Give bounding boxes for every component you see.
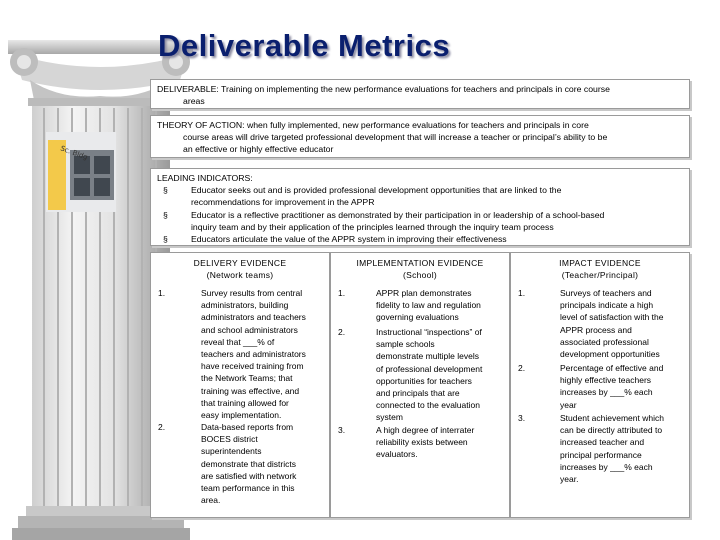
implementation-item-3 <box>376 424 474 461</box>
item-number: 1. <box>518 288 526 298</box>
indicator-line: Educator is a reflective practitioner as demonstrated by their participation in or leadership of a school-based <box>191 209 605 220</box>
item-number: 2. <box>158 422 166 432</box>
item-line: can be directly attributed to <box>560 425 663 436</box>
item-line: increased teacher and <box>560 437 645 448</box>
page-title: Deliverable Metrics <box>158 28 451 63</box>
delivery-evidence-column <box>150 252 330 518</box>
item-line: reliability exists between <box>376 437 468 448</box>
item-line: sample schools <box>376 339 435 350</box>
implementation-item-2 <box>376 326 482 424</box>
item-line: Percentage of effective and <box>560 363 664 373</box>
deliverable-box <box>150 79 690 109</box>
item-line: system <box>376 412 403 423</box>
item-line: Data-based reports from <box>201 422 294 432</box>
item-number: 1. <box>338 288 346 298</box>
bullet-icon: § <box>163 234 168 245</box>
theory-of-action-box <box>150 115 690 158</box>
item-line: administrators and teachers <box>201 312 306 323</box>
theory-line-2: course areas will drive targeted professional development that will increase a teacher or principal’s ability to be <box>183 132 608 143</box>
item-line: increases by ___% each <box>560 461 653 472</box>
item-line: demonstrate that districts <box>201 458 296 469</box>
indicator-line: Educators articulate the value of the APPR system in improving their effectiveness <box>191 234 507 245</box>
column-heading-title: IMPLEMENTATION EVIDENCE <box>356 258 484 268</box>
column-heading-subtitle: (Teacher/Principal) <box>561 270 639 281</box>
item-line: fidelity to law and regulation <box>376 300 481 311</box>
svg-text:Sc. Bldg: Sc. Bldg <box>59 144 89 162</box>
leading-indicators-box <box>150 168 690 246</box>
item-line: administrators, building <box>201 300 289 311</box>
column-heading-subtitle: (Network teams) <box>206 270 274 281</box>
item-line: Student achievement which <box>560 413 664 423</box>
leading-indicator-item <box>157 233 685 245</box>
implementation-evidence-heading <box>331 253 509 281</box>
item-line: connected to the evaluation <box>376 400 480 411</box>
leading-indicators-heading: LEADING INDICATORS: <box>157 173 253 183</box>
impact-item-3 <box>560 412 664 485</box>
indicator-line: recommendations for improvement in the APPR <box>191 197 375 208</box>
impact-item-2 <box>560 362 663 411</box>
item-line: Instructional “inspections” of <box>376 327 482 337</box>
item-line: APPR plan demonstrates <box>376 288 472 298</box>
bullet-icon: § <box>163 185 168 196</box>
column-heading-title: IMPACT EVIDENCE <box>559 258 641 268</box>
item-number: 1. <box>158 288 166 298</box>
item-line: are satisfied with network <box>201 470 297 481</box>
theory-line-1: THEORY OF ACTION: when fully implemented, new performance evaluations for teachers and principals in core <box>157 120 589 130</box>
item-line: year. <box>560 474 579 485</box>
deliverable-text: DELIVERABLE: Training on implementing the new performance evaluations for teachers and principals in core course <box>157 84 610 94</box>
item-line: that training allowed for <box>201 397 289 408</box>
bullet-icon: § <box>163 209 168 220</box>
item-line: governing evaluations <box>376 312 459 323</box>
item-line: and principals that are <box>376 388 460 399</box>
item-line: the Network Teams; that <box>201 373 293 384</box>
item-line: training was effective, and <box>201 385 300 396</box>
item-line: of professional development <box>376 363 483 374</box>
deliverable-text-cont: areas <box>183 96 205 107</box>
item-number: 2. <box>518 363 526 373</box>
indicator-line: inquiry team and by their application of the principles learned through the inquiry team process <box>191 221 554 232</box>
item-line: A high degree of interrater <box>376 425 475 435</box>
item-line: principals indicate a high <box>560 300 654 311</box>
evidence-columns <box>150 252 690 518</box>
item-line: teachers and administrators <box>201 349 306 360</box>
leading-indicator-item <box>157 184 685 208</box>
delivery-item-1 <box>201 287 306 421</box>
theory-line-3: an effective or highly effective educator <box>183 144 334 155</box>
implementation-evidence-column <box>330 252 510 518</box>
implementation-item-1 <box>376 287 481 324</box>
item-line: highly effective teachers <box>560 375 652 386</box>
item-line: team performance in this <box>201 483 295 494</box>
column-heading-title: DELIVERY EVIDENCE <box>193 258 287 268</box>
impact-item-1 <box>560 287 663 360</box>
item-line: level of satisfaction with the <box>560 312 664 323</box>
item-line: principal performance <box>560 449 642 460</box>
item-line: area. <box>201 495 221 506</box>
indicator-line: Educator seeks out and is provided professional development opportunities that are linked to the <box>191 185 562 196</box>
item-line: increases by ___% each <box>560 387 653 398</box>
item-number: 2. <box>338 327 346 337</box>
item-line: easy implementation. <box>201 410 282 421</box>
item-line: BOCES district <box>201 434 258 445</box>
delivery-evidence-heading <box>151 253 329 281</box>
item-line: Survey results from central <box>201 288 303 298</box>
impact-evidence-heading <box>511 253 689 281</box>
item-number: 3. <box>338 425 346 435</box>
item-line: have received training from <box>201 361 304 372</box>
impact-evidence-column <box>510 252 690 518</box>
item-line: demonstrate multiple levels <box>376 351 479 362</box>
item-line: associated professional <box>560 336 649 347</box>
delivery-item-2 <box>201 421 296 506</box>
leading-indicator-item <box>157 209 685 233</box>
column-heading-subtitle: (School) <box>402 270 438 281</box>
item-line: reveal that ___% of <box>201 336 275 347</box>
item-line: superintendents <box>201 446 262 457</box>
item-line: evaluators. <box>376 449 418 460</box>
item-line: and school administrators <box>201 324 298 335</box>
item-line: Surveys of teachers and <box>560 288 652 298</box>
item-line: APPR process and <box>560 324 632 335</box>
item-line: opportunities for teachers <box>376 375 472 386</box>
item-number: 3. <box>518 413 526 423</box>
item-line: development opportunities <box>560 349 660 360</box>
item-line: year <box>560 399 577 410</box>
